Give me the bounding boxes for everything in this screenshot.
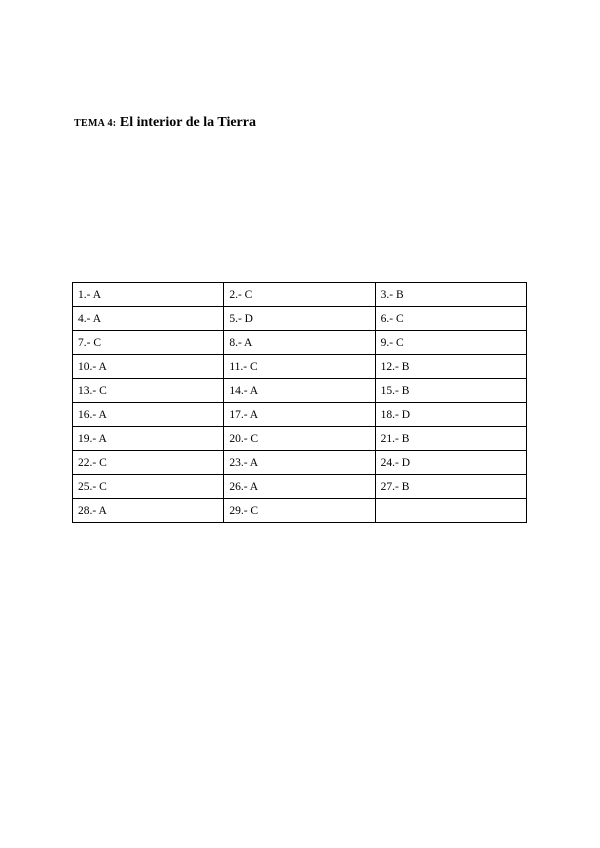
answer-cell: 10.- A [73, 355, 224, 379]
table-row [73, 475, 527, 499]
answers-table-body [73, 283, 527, 523]
table-row [73, 427, 527, 451]
answer-cell: 20.- C [224, 427, 375, 451]
answer-cell: 4.- A [73, 307, 224, 331]
answer-cell: 19.- A [73, 427, 224, 451]
answer-cell: 29.- C [224, 499, 375, 523]
answers-table [72, 282, 527, 523]
page-title [74, 115, 256, 131]
answer-cell: 8.- A [224, 331, 375, 355]
title-text: El interior de la Tierra [119, 115, 256, 130]
answer-cell: 14.- A [224, 379, 375, 403]
answer-cell: 11.- C [224, 355, 375, 379]
table-row [73, 499, 527, 523]
answer-cell: 5.- D [224, 307, 375, 331]
table-row [73, 403, 527, 427]
answer-cell: 25.- C [73, 475, 224, 499]
table-row [73, 451, 527, 475]
answer-cell: 27.- B [375, 475, 526, 499]
table-row [73, 307, 527, 331]
answer-cell: 3.- B [375, 283, 526, 307]
answer-cell: 18.- D [375, 403, 526, 427]
answer-cell: 7.- C [73, 331, 224, 355]
table-row [73, 283, 527, 307]
answer-cell: 26.- A [224, 475, 375, 499]
answer-cell: 6.- C [375, 307, 526, 331]
table-row [73, 355, 527, 379]
answer-cell: 21.- B [375, 427, 526, 451]
answer-cell [375, 499, 526, 523]
answer-cell: 13.- C [73, 379, 224, 403]
answer-cell: 12.- B [375, 355, 526, 379]
answer-cell: 9.- C [375, 331, 526, 355]
table-row [73, 331, 527, 355]
table-row [73, 379, 527, 403]
answer-cell: 24.- D [375, 451, 526, 475]
answer-cell: 2.- C [224, 283, 375, 307]
answer-cell: 17.- A [224, 403, 375, 427]
answer-cell: 28.- A [73, 499, 224, 523]
answer-cell: 16.- A [73, 403, 224, 427]
title-prefix: TEMA 4: [74, 118, 117, 129]
answer-cell: 23.- A [224, 451, 375, 475]
answer-cell: 1.- A [73, 283, 224, 307]
answer-cell: 15.- B [375, 379, 526, 403]
answer-cell: 22.- C [73, 451, 224, 475]
